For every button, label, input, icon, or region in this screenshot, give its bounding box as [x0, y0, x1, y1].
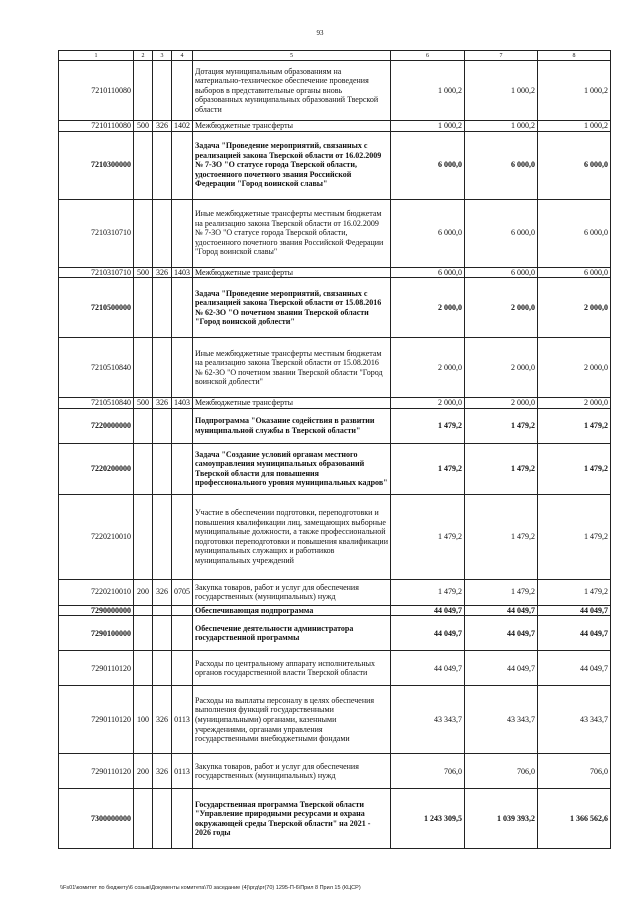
amount-2021-cell: 1 479,2 — [391, 579, 465, 605]
amount-2021-cell: 44 049,7 — [391, 605, 465, 616]
name-cell: Закупка товаров, работ и услуг для обеспечения государственных (муниципальных) нужд — [193, 754, 391, 789]
table-row — [59, 754, 611, 789]
amount-2023-cell: 6 000,0 — [538, 131, 611, 199]
subsection-code-cell: 0113 — [172, 686, 193, 754]
subsection-code-cell — [172, 789, 193, 849]
name-cell: Государственная программа Тверской области "Управление природными ресурсами и охрана окружающей среды Тверской области" на 2021 - 2026 годы — [193, 789, 391, 849]
name-cell: Межбюджетные трансферты — [193, 398, 391, 409]
amount-2021-cell: 1 000,2 — [391, 61, 465, 121]
subsection-code-cell — [172, 131, 193, 199]
header-cell: 7 — [465, 51, 538, 61]
subsection-code-cell: 0705 — [172, 579, 193, 605]
section-code-cell — [134, 443, 153, 494]
code-cell: 7210300000 — [59, 131, 134, 199]
subsection-code-cell — [172, 278, 193, 338]
table-row — [59, 131, 611, 199]
subsection-code-cell: 1403 — [172, 267, 193, 278]
section-code-cell — [134, 494, 153, 579]
section-code-cell: 500 — [134, 398, 153, 409]
name-cell: Расходы на выплаты персоналу в целях обеспечения выполнения функций государственными (муниципальными) органами, казенными учреждениями, органами управления государственными внебюджетными фондами — [193, 686, 391, 754]
name-cell: Межбюджетные трансферты — [193, 267, 391, 278]
name-cell: Иные межбюджетные трансферты местным бюджетам на реализацию закона Тверской области от 16.02.2009 № 7-ЗО "О статусе города Тверской области, удостоенного почетного звания Российской Федерации "Город воинской славы" — [193, 199, 391, 267]
section-code-cell — [134, 338, 153, 398]
amount-2021-cell: 2 000,0 — [391, 398, 465, 409]
amount-2022-cell: 706,0 — [465, 754, 538, 789]
department-code-cell — [153, 131, 172, 199]
subsection-code-cell — [172, 199, 193, 267]
code-cell: 7290110120 — [59, 651, 134, 686]
code-cell: 7220210010 — [59, 579, 134, 605]
amount-2022-cell: 6 000,0 — [465, 131, 538, 199]
code-cell: 7300000000 — [59, 789, 134, 849]
table-row — [59, 408, 611, 443]
amount-2021-cell: 1 479,2 — [391, 494, 465, 579]
code-cell: 7290110120 — [59, 686, 134, 754]
amount-2023-cell: 1 479,2 — [538, 494, 611, 579]
amount-2021-cell: 44 049,7 — [391, 651, 465, 686]
table-row — [59, 398, 611, 409]
code-cell: 7220000000 — [59, 408, 134, 443]
amount-2023-cell: 1 479,2 — [538, 579, 611, 605]
amount-2023-cell: 6 000,0 — [538, 267, 611, 278]
header-cell: 6 — [391, 51, 465, 61]
section-code-cell — [134, 199, 153, 267]
amount-2022-cell: 2 000,0 — [465, 398, 538, 409]
subsection-code-cell — [172, 408, 193, 443]
budget-table — [58, 50, 611, 849]
subsection-code-cell — [172, 61, 193, 121]
section-code-cell: 100 — [134, 686, 153, 754]
amount-2022-cell: 1 479,2 — [465, 494, 538, 579]
subsection-code-cell — [172, 443, 193, 494]
department-code-cell — [153, 408, 172, 443]
section-code-cell — [134, 278, 153, 338]
amount-2021-cell: 6 000,0 — [391, 267, 465, 278]
amount-2021-cell: 6 000,0 — [391, 131, 465, 199]
department-code-cell: 326 — [153, 121, 172, 132]
code-cell: 7210310710 — [59, 199, 134, 267]
code-cell: 7210310710 — [59, 267, 134, 278]
department-code-cell: 326 — [153, 267, 172, 278]
amount-2021-cell: 1 479,2 — [391, 443, 465, 494]
amount-2021-cell: 2 000,0 — [391, 338, 465, 398]
amount-2023-cell: 44 049,7 — [538, 651, 611, 686]
section-code-cell — [134, 616, 153, 651]
name-cell: Задача "Создание условий органам местного самоуправления муниципальных образований Тверской области для повышения профессионального уровня муниципальных кадров" — [193, 443, 391, 494]
code-cell: 7290000000 — [59, 605, 134, 616]
table-row — [59, 121, 611, 132]
table-row — [59, 789, 611, 849]
amount-2023-cell: 1 000,2 — [538, 121, 611, 132]
name-cell: Задача "Проведение мероприятий, связанных с реализацией закона Тверской области от 15.08.2016 № 62-ЗО "О почетном звании Тверской области "Город воинской доблести" — [193, 278, 391, 338]
amount-2022-cell: 1 039 393,2 — [465, 789, 538, 849]
table-row — [59, 199, 611, 267]
department-code-cell — [153, 494, 172, 579]
header-cell: 4 — [172, 51, 193, 61]
amount-2022-cell: 1 479,2 — [465, 443, 538, 494]
amount-2023-cell: 1 366 562,6 — [538, 789, 611, 849]
header-cell: 5 — [193, 51, 391, 61]
amount-2023-cell: 706,0 — [538, 754, 611, 789]
amount-2023-cell: 2 000,0 — [538, 278, 611, 338]
amount-2022-cell: 2 000,0 — [465, 278, 538, 338]
amount-2021-cell: 43 343,7 — [391, 686, 465, 754]
code-cell: 7220210010 — [59, 494, 134, 579]
table-row — [59, 278, 611, 338]
amount-2023-cell: 44 049,7 — [538, 616, 611, 651]
department-code-cell — [153, 443, 172, 494]
section-code-cell — [134, 789, 153, 849]
code-cell: 7210510840 — [59, 338, 134, 398]
amount-2021-cell: 2 000,0 — [391, 278, 465, 338]
code-cell: 7210110080 — [59, 121, 134, 132]
section-code-cell — [134, 605, 153, 616]
table-row — [59, 579, 611, 605]
code-cell: 7210110080 — [59, 61, 134, 121]
header-cell: 2 — [134, 51, 153, 61]
table-row — [59, 651, 611, 686]
code-cell: 7210500000 — [59, 278, 134, 338]
amount-2023-cell: 2 000,0 — [538, 398, 611, 409]
subsection-code-cell — [172, 616, 193, 651]
code-cell: 7210510840 — [59, 398, 134, 409]
table-row — [59, 686, 611, 754]
name-cell: Обеспечивающая подпрограмма — [193, 605, 391, 616]
file-path-footer: \\Fs01\комитет по бюджету\6 созыв\Документы комитета\70 заседание (4)\ргд\pr(70) 1295-П-6\Прил 8 Прил 15 (КЦСР) — [60, 885, 361, 891]
department-code-cell — [153, 338, 172, 398]
amount-2021-cell: 44 049,7 — [391, 616, 465, 651]
table-row — [59, 443, 611, 494]
section-code-cell: 500 — [134, 267, 153, 278]
subsection-code-cell: 1402 — [172, 121, 193, 132]
header-cell: 8 — [538, 51, 611, 61]
section-code-cell — [134, 131, 153, 199]
code-cell: 7290110120 — [59, 754, 134, 789]
department-code-cell — [153, 278, 172, 338]
section-code-cell — [134, 61, 153, 121]
amount-2022-cell: 6 000,0 — [465, 267, 538, 278]
amount-2022-cell: 1 479,2 — [465, 579, 538, 605]
code-cell: 7290100000 — [59, 616, 134, 651]
page-number: 93 — [316, 29, 324, 37]
subsection-code-cell — [172, 338, 193, 398]
table-header-row — [59, 51, 611, 61]
table-row — [59, 605, 611, 616]
department-code-cell — [153, 616, 172, 651]
section-code-cell — [134, 408, 153, 443]
subsection-code-cell — [172, 494, 193, 579]
amount-2023-cell: 1 000,2 — [538, 61, 611, 121]
department-code-cell — [153, 199, 172, 267]
subsection-code-cell — [172, 605, 193, 616]
name-cell: Обеспечение деятельности администратора государственной программы — [193, 616, 391, 651]
name-cell: Подпрограмма "Оказание содействия в развитии муниципальной службы в Тверской области" — [193, 408, 391, 443]
amount-2022-cell: 44 049,7 — [465, 651, 538, 686]
amount-2021-cell: 706,0 — [391, 754, 465, 789]
table-row — [59, 616, 611, 651]
table-row — [59, 61, 611, 121]
subsection-code-cell — [172, 651, 193, 686]
amount-2023-cell: 6 000,0 — [538, 199, 611, 267]
department-code-cell — [153, 651, 172, 686]
department-code-cell — [153, 61, 172, 121]
amount-2021-cell: 1 479,2 — [391, 408, 465, 443]
header-cell: 3 — [153, 51, 172, 61]
table-row — [59, 494, 611, 579]
name-cell: Закупка товаров, работ и услуг для обеспечения государственных (муниципальных) нужд — [193, 579, 391, 605]
section-code-cell: 200 — [134, 754, 153, 789]
amount-2022-cell: 2 000,0 — [465, 338, 538, 398]
department-code-cell: 326 — [153, 579, 172, 605]
subsection-code-cell: 0113 — [172, 754, 193, 789]
department-code-cell: 326 — [153, 754, 172, 789]
table-row — [59, 338, 611, 398]
department-code-cell: 326 — [153, 686, 172, 754]
department-code-cell — [153, 789, 172, 849]
name-cell: Межбюджетные трансферты — [193, 121, 391, 132]
amount-2021-cell: 6 000,0 — [391, 199, 465, 267]
department-code-cell: 326 — [153, 398, 172, 409]
amount-2022-cell: 1 479,2 — [465, 408, 538, 443]
amount-2022-cell: 1 000,2 — [465, 61, 538, 121]
name-cell: Расходы по центральному аппарату исполнительных органов государственной власти Тверской области — [193, 651, 391, 686]
amount-2023-cell: 1 479,2 — [538, 408, 611, 443]
code-cell: 7220200000 — [59, 443, 134, 494]
table-row — [59, 267, 611, 278]
amount-2023-cell: 44 049,7 — [538, 605, 611, 616]
name-cell: Задача "Проведение мероприятий, связанных с реализацией закона Тверской области от 16.02.2009 № 7-ЗО "О статусе города Тверской области, удостоенного почетного звания Российской Федерации "Город воинской славы" — [193, 131, 391, 199]
subsection-code-cell: 1403 — [172, 398, 193, 409]
name-cell: Иные межбюджетные трансферты местным бюджетам на реализацию закона Тверской области от 15.08.2016 № 62-ЗО "О почетном звании Тверской области "Город воинской доблести" — [193, 338, 391, 398]
section-code-cell: 500 — [134, 121, 153, 132]
amount-2022-cell: 6 000,0 — [465, 199, 538, 267]
amount-2023-cell: 1 479,2 — [538, 443, 611, 494]
amount-2021-cell: 1 000,2 — [391, 121, 465, 132]
department-code-cell — [153, 605, 172, 616]
amount-2022-cell: 44 049,7 — [465, 616, 538, 651]
amount-2021-cell: 1 243 309,5 — [391, 789, 465, 849]
amount-2022-cell: 44 049,7 — [465, 605, 538, 616]
amount-2023-cell: 2 000,0 — [538, 338, 611, 398]
amount-2023-cell: 43 343,7 — [538, 686, 611, 754]
section-code-cell: 200 — [134, 579, 153, 605]
name-cell: Участие в обеспечении подготовки, переподготовки и повышения квалификации лиц, замещающих выборные муниципальные должности, а также профессиональной подготовки переподготовки и повышения квалификации муниципальных служащих и работников муниципальных учреждений — [193, 494, 391, 579]
header-cell: 1 — [59, 51, 134, 61]
section-code-cell — [134, 651, 153, 686]
name-cell: Дотация муниципальным образованиям на материально-техническое обеспечение проведения выборов в представительные органы вновь образованных муниципальных образований Тверской области — [193, 61, 391, 121]
amount-2022-cell: 43 343,7 — [465, 686, 538, 754]
amount-2022-cell: 1 000,2 — [465, 121, 538, 132]
